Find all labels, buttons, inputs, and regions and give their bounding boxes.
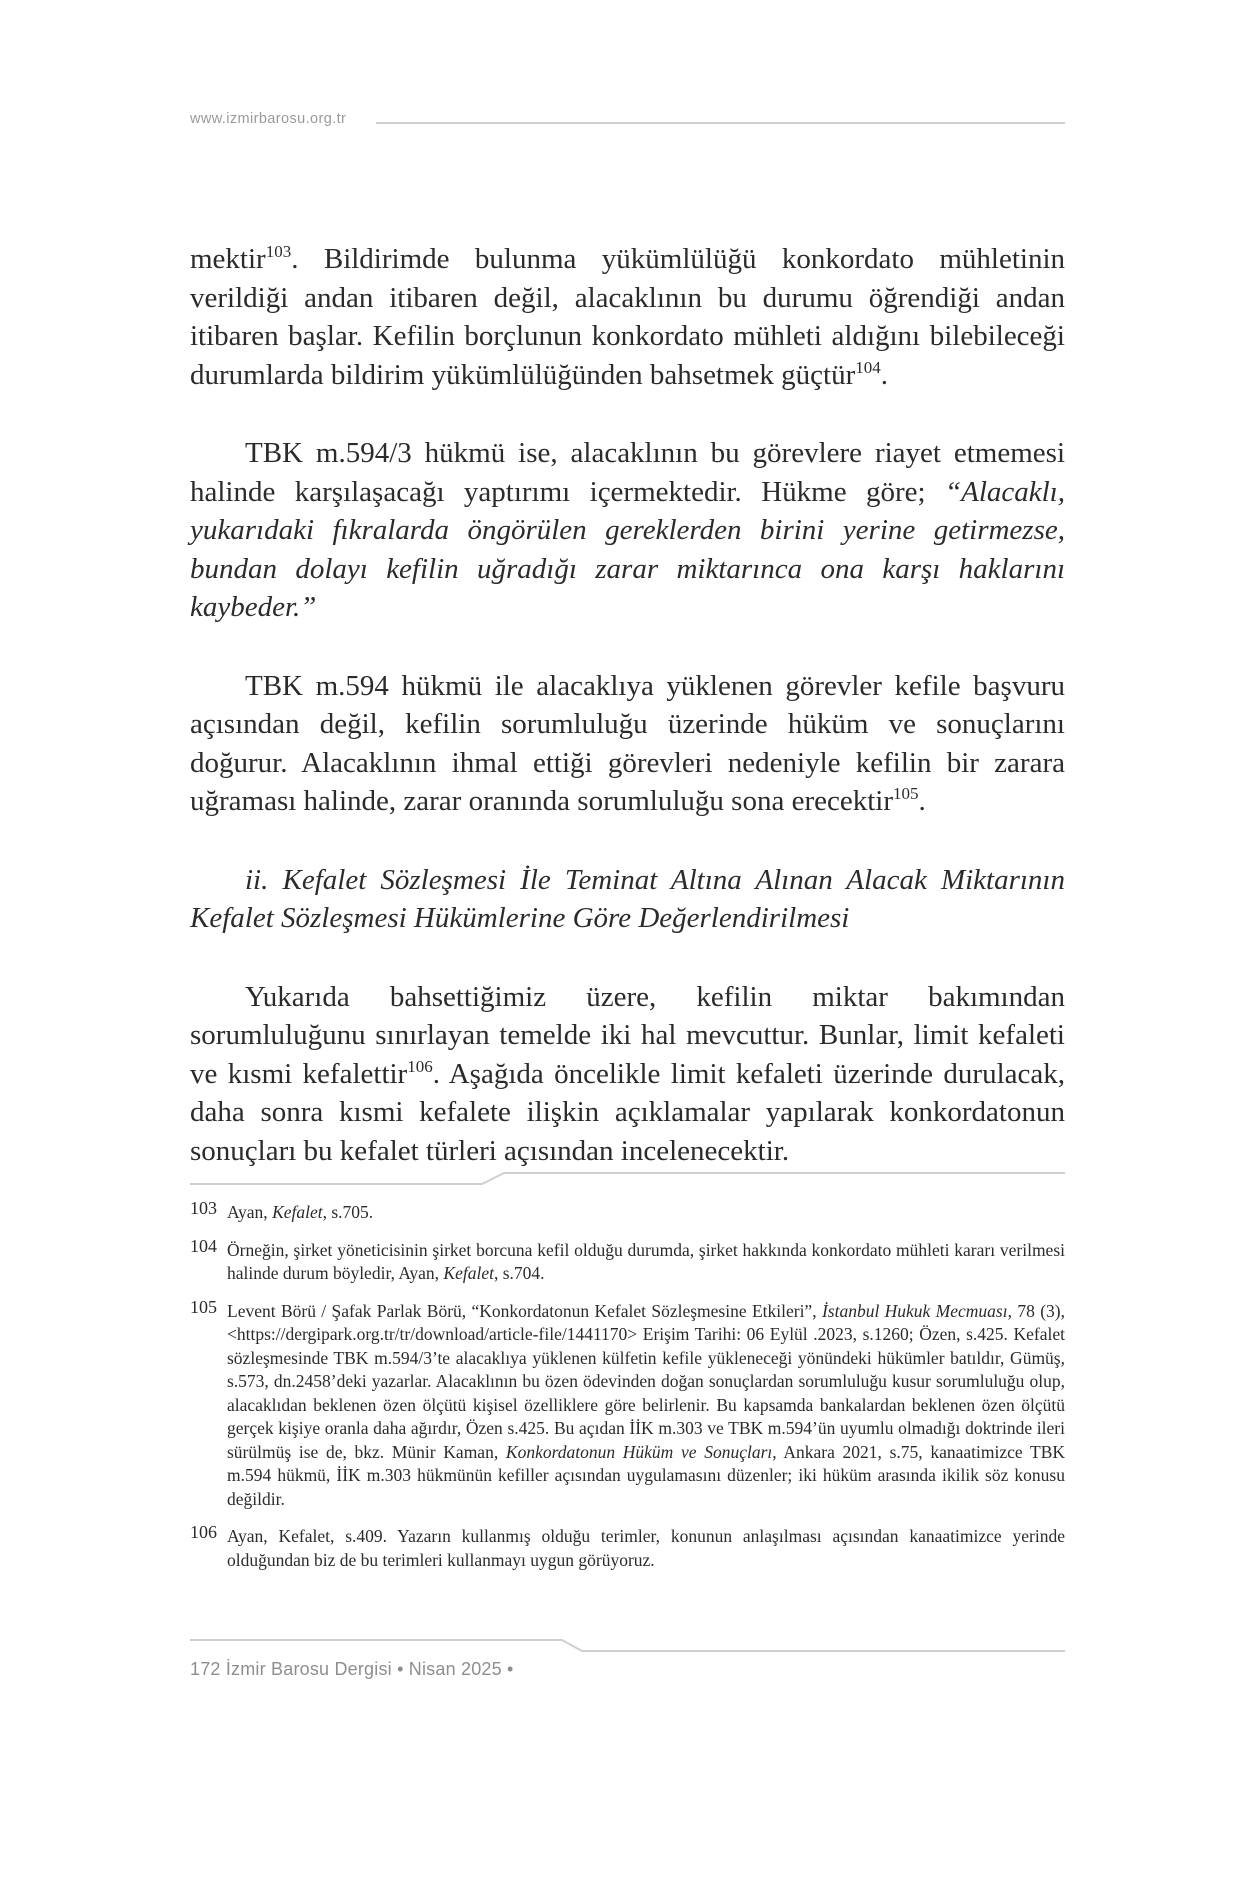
footnote-italic: Kefalet (272, 1202, 323, 1222)
footnote-italic: Konkordatonun Hüküm ve Sonuçları (505, 1441, 773, 1462)
page-header (190, 111, 1065, 133)
paragraph-1-text-a: mektir (190, 243, 266, 275)
paragraph-1 (190, 240, 1065, 394)
footnote-105 (190, 1296, 1066, 1512)
footnote-106 (190, 1522, 1065, 1572)
paragraph-1-text-b: . Bildirimde bulunma yükümlülüğü konkordato mühletinin verildiği andan itibaren değil, alacaklının bu durumu öğrendiği andan itibaren başlar. Kefilin borçlunun konkordato mühleti aldığını bilebileceği durumlarda bildirim yükümlülüğünden bahsetmek güçtür (190, 243, 1065, 391)
header-url: www.izmirbarosu.org.tr (190, 111, 347, 127)
footnote-text: , Ankara 2021, s.75, kanaatimizce TBK m.594 hükmü, İİK m.303 hükmünün kefiller açısından uygulamasını düzenler; iki hüküm arasında ikilik söz konusu değildir. (227, 1441, 1066, 1509)
paragraph-2-text: TBK m.594/3 hükmü ise, alacaklının bu görevlere riayet etmemesi halinde karşılaşacağı yaptırımı içermektedir. Hükme göre; (190, 437, 1065, 508)
footnote-number: 104 (190, 1235, 217, 1256)
paragraph-2 (190, 434, 1065, 627)
paragraph-3-text-b: . (918, 785, 926, 817)
footnote-separator (190, 1172, 1065, 1186)
footnote-103 (190, 1198, 1065, 1225)
main-text (190, 240, 1065, 1170)
statute-quote: “Alacaklı, yukarıdaki fıkralarda öngörülen gereklerden birini yerine getirmezse, bundan dolayı kefilin uğradığı zarar miktarınca ona karşı haklarını kaybeder.” (190, 475, 1065, 623)
paragraph-4 (190, 978, 1065, 1171)
footnote-number: 103 (190, 1198, 217, 1218)
footnote-italic: Kefalet (443, 1263, 494, 1283)
footnote-number: 106 (190, 1522, 217, 1542)
page-footer (190, 1651, 1065, 1679)
paragraph-3 (190, 667, 1065, 821)
footnote-ref-106: 106 (407, 1056, 433, 1076)
footnote-text: Ayan, Kefalet, s.409. Yazarın kullanmış olduğu terimler, konunun anlaşılması açısından kanaatimizce yerinde olduğundan biz de bu terimleri kullanmayı uygun görüyoruz. (227, 1526, 1065, 1570)
footnotes (190, 1198, 1066, 1572)
footnote-104 (190, 1235, 1065, 1286)
footer-text: 172 İzmir Barosu Dergisi • Nisan 2025 • (190, 1659, 514, 1679)
footnote-italic: İstanbul Hukuk Mecmuası (821, 1300, 1008, 1321)
footnote-ref-105: 105 (892, 784, 919, 803)
paragraph-4-text-b: . Aşağıda öncelikle limit kefaleti üzerinde durulacak, daha sonra kısmi kefalete ilişkin açıklamalar yapılarak konkordatonun sonuçları bu kefalet türleri açısından incelenecektir. (190, 1057, 1065, 1167)
footnote-text: , 78 (3), <https://dergipark.org.tr/tr/download/article-file/1441170> Erişim Tarihi: 06 Eylül .2023, s.1260; Özen, s.425. Kefalet sözleşmesinde TBK m.594/3’te alacaklıya yüklenen külfetin kefile yükleneceği yönündeki hükümler batıldır, Gümüş, s.573, dn.2458’deki yazarlar. Alacaklının bu özen ödevinden doğan sonuçlardan sorumluluğu kusur sorumluluğu olup, alacaklıdan beklenen özen ölçütü kişisel özelliklere göre belirlenir. Bu kapsamda bankalardan beklenen özen ölçütü gerçek kişiye oranla daha ağırdır, Özen s.425. Bu açıdan İİK m.303 ve TBK m.594’ün uyumlu olmadığı doktrinde ileri sürülmüş ise de, bkz. Münir Kaman, (227, 1300, 1065, 1462)
footnote-number: 105 (190, 1296, 217, 1317)
paragraph-3-text-a: TBK m.594 hükmü ile alacaklıya yüklenen görevler kefile başvuru açısından değil, kefilin sorumluluğu üzerinde hüküm ve sonuçlarını doğurur. Alacaklının ihmal ettiği görevleri nedeniyle kefilin bir zarara uğraması halinde, zarar oranında sorumluluğu sona erecektir (190, 669, 1065, 817)
footnote-text: Örneğin, şirket yöneticisinin şirket borcuna kefil olduğu durumda, şirket hakkında konkordato mühleti kararı verilmesi halinde durum böyledir, Ayan, (227, 1239, 1065, 1283)
footnote-text: Levent Börü / Şafak Parlak Börü, “Konkordatonun Kefalet Sözleşmesine Etkileri”, (227, 1300, 822, 1321)
footnote-text: , s.705. (322, 1202, 374, 1222)
paragraph-1-text-c: . (880, 358, 889, 391)
footnote-text: , s.704. (493, 1263, 545, 1283)
header-rule (376, 122, 1065, 124)
footnote-ref-104: 104 (855, 357, 881, 377)
paragraph-4-text-a: Yukarıda bahsettiğimiz üzere, kefilin miktar bakımından sorumluluğunu sınırlayan temelde iki hal mevcuttur. Bunlar, limit kefaleti ve kısmi kefalettir (190, 980, 1065, 1090)
section-heading: ii. Kefalet Sözleşmesi İle Teminat Altına Alınan Alacak Miktarının Kefalet Sözleşmesi Hükümlerine Göre Değerlendirilmesi (190, 863, 1065, 934)
footnote-ref-103: 103 (265, 242, 292, 261)
footnote-text: Ayan, (227, 1202, 273, 1222)
